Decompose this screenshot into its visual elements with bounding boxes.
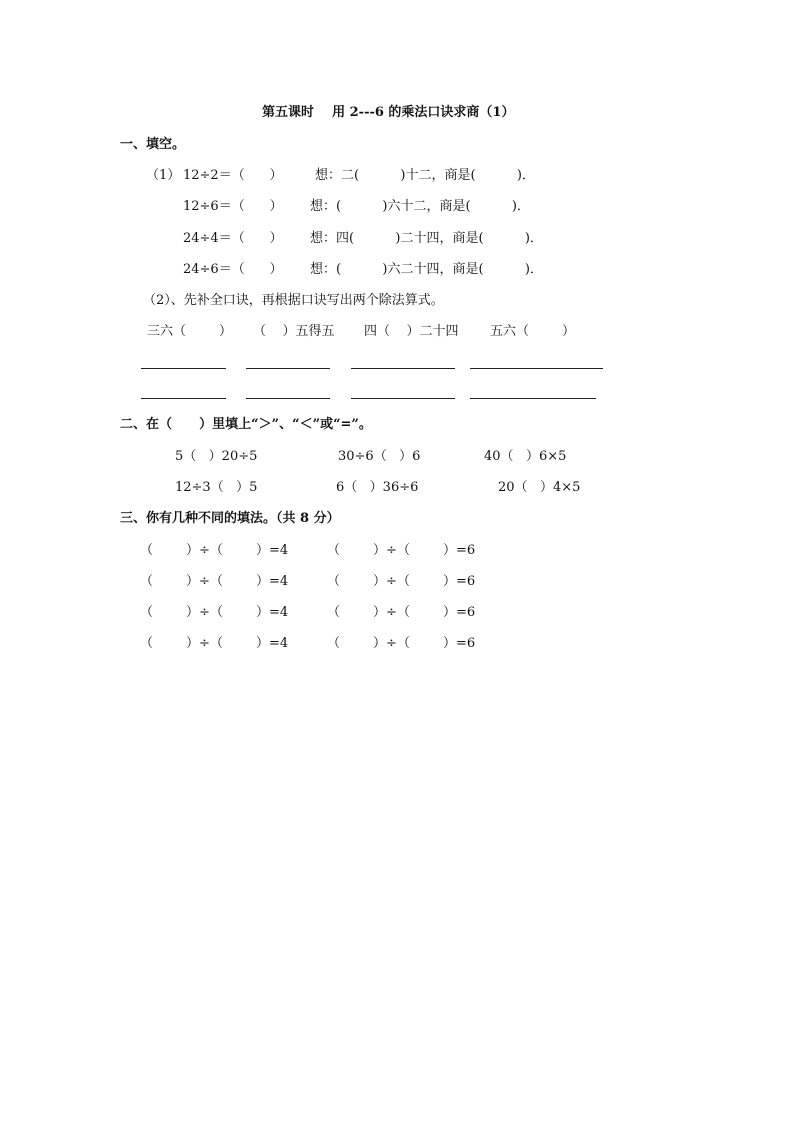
answer-line[interactable] <box>141 398 226 399</box>
fill-division-4: （ ）÷（ ）=4 <box>140 574 289 589</box>
fill-division-6: （ ）÷（ ）=6 <box>327 605 476 620</box>
section1-heading: 一、填空。 <box>120 137 186 152</box>
part2-instruction: （2）、先补全口诀，再根据口诀写出两个除法算式。 <box>143 293 444 308</box>
answer-line[interactable] <box>470 398 596 399</box>
fill-division-4: （ ）÷（ ）=4 <box>140 605 289 620</box>
compare-item: 30÷6（ ）6 <box>338 449 421 464</box>
page-title: 第五课时 用 2---6 的乘法口诀求商（1） <box>262 105 515 120</box>
rhyme-blank: 三六（ ） <box>147 324 233 339</box>
answer-line[interactable] <box>470 368 603 369</box>
think-hint: 想：( )六十二，商是( )． <box>310 199 530 214</box>
answer-line[interactable] <box>246 398 330 399</box>
compare-item: 12÷3（ ）5 <box>175 480 258 495</box>
rhyme-blank: 四（ ）二十四 <box>364 324 459 339</box>
division-expression: 12÷2＝（ ） <box>183 168 283 183</box>
rhyme-blank: （ ）五得五 <box>253 324 335 339</box>
answer-line[interactable] <box>141 368 226 369</box>
division-expression: 24÷4＝（ ） <box>183 231 283 246</box>
compare-item: 20（ ）4×5 <box>498 480 581 495</box>
division-expression: 12÷6＝（ ） <box>183 199 283 214</box>
answer-line[interactable] <box>351 368 455 369</box>
part1-label: （1） <box>146 168 181 183</box>
division-expression: 24÷6＝（ ） <box>183 262 283 277</box>
rhyme-blank: 五六（ ） <box>490 324 576 339</box>
compare-item: 5（ ）20÷5 <box>175 449 258 464</box>
section3-heading: 三、你有几种不同的填法。（共 8 分） <box>120 511 340 526</box>
fill-division-6: （ ）÷（ ）=6 <box>327 574 476 589</box>
section2-heading: 二、在（ ）里填上“＞”、“＜”或“=”。 <box>120 417 372 432</box>
think-hint: 想：( )六二十四，商是( )． <box>310 262 543 277</box>
compare-item: 6（ ）36÷6 <box>336 480 419 495</box>
fill-division-6: （ ）÷（ ）=6 <box>327 543 476 558</box>
answer-line[interactable] <box>246 368 330 369</box>
compare-item: 40（ ）6×5 <box>484 449 567 464</box>
fill-division-4: （ ）÷（ ）=4 <box>140 636 289 651</box>
think-hint: 想：四( )二十四，商是( )． <box>310 231 543 246</box>
think-hint: 想：二( )十二，商是( )． <box>315 168 535 183</box>
fill-division-6: （ ）÷（ ）=6 <box>327 636 476 651</box>
answer-line[interactable] <box>351 398 455 399</box>
fill-division-4: （ ）÷（ ）=4 <box>140 543 289 558</box>
